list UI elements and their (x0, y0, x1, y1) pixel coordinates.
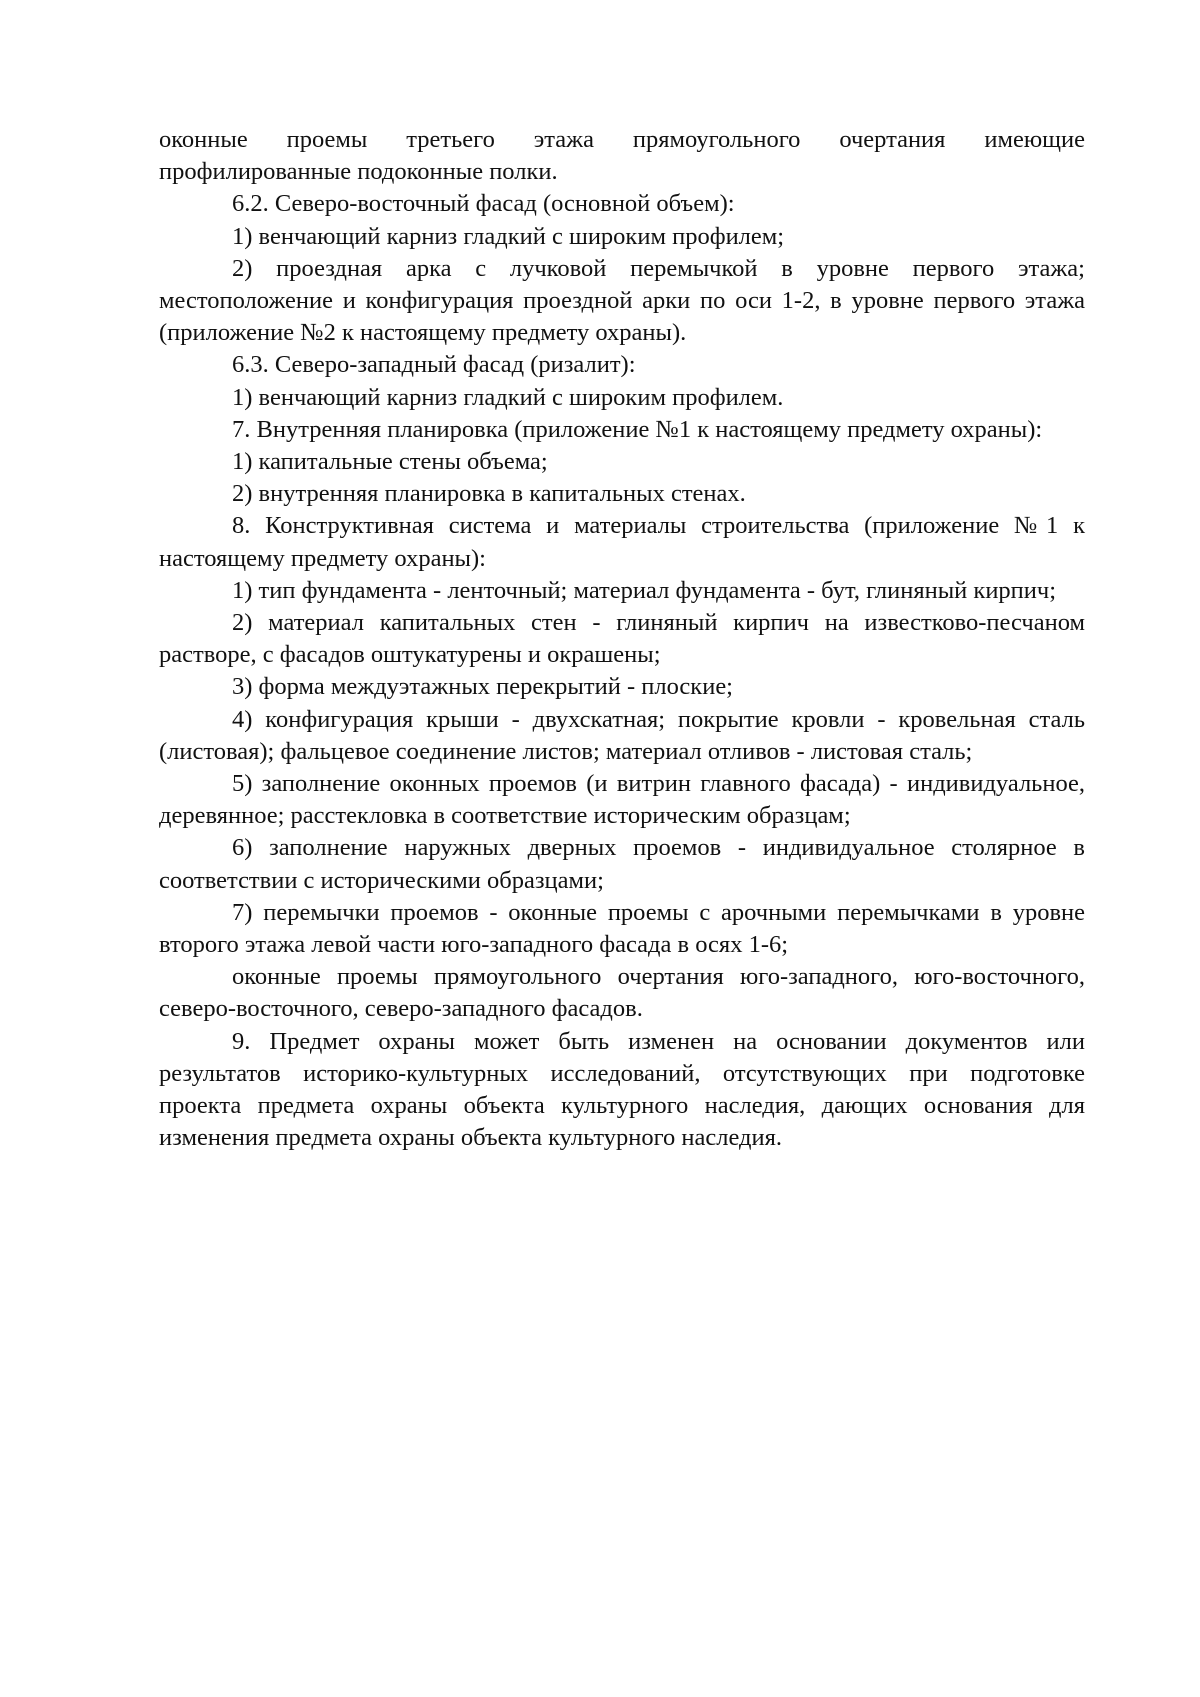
paragraph-7-item-2: 2) внутренняя планировка в капитальных стенах. (232, 480, 746, 508)
paragraph-8-item-2: 2) материал капитальных стен - глиняный кирпич на известково-песчаном растворе, с фасадов оштукатурены и окрашены; (159, 609, 1085, 669)
paragraph-6-2-heading: 6.2. Северо-восточный фасад (основной объем): (232, 190, 735, 218)
paragraph-8-item-5: 5) заполнение оконных проемов (и витрин главного фасада) - индивидуальное, деревянное; расстекловка в соответствие историческим образцам; (159, 770, 1085, 830)
paragraph-8-item-1: 1) тип фундамента - ленточный; материал фундамента - бут, глиняный кирпич; (232, 576, 1057, 604)
paragraph-6-2-item-2: 2) проездная арка с лучковой перемычкой в уровне первого этажа; местоположение и конфигурация проездной арки по оси 1-2, в уровне первого этажа (приложение №2 к настоящему предмету охраны). (159, 254, 1085, 347)
paragraph-8-heading: 8. Конструктивная система и материалы строительства (приложение №1 к настоящему предмету охраны): (159, 512, 1085, 572)
paragraph-8-item-7: 7) перемычки проемов - оконные проемы с арочными перемычками в уровне второго этажа левой части юго-западного фасада в осях 1-6; (159, 898, 1085, 959)
paragraph-8-item-7-continuation: оконные проемы прямоугольного очертания юго-западного, юго-восточного, северо-восточного, северо-западного фасадов. (159, 963, 1085, 1023)
paragraph-6-3-item-1: 1) венчающий карниз гладкий с широким профилем. (232, 383, 784, 411)
paragraph-continuation: оконные проемы третьего этажа прямоугольного очертания имеющие профилированные подоконные полки. (159, 126, 1085, 186)
paragraph-8-item-4: 4) конфигурация крыши - двухскатная; покрытие кровли - кровельная сталь (листовая); фальцевое соединение листов; материал отливов - листовая сталь; (159, 705, 1085, 765)
paragraph-7-item-1: 1) капитальные стены объема; (232, 448, 548, 476)
paragraph-6-2-item-1: 1) венчающий карниз гладкий с широким профилем; (232, 222, 785, 250)
paragraph-7-heading: 7. Внутренняя планировка (приложение №1 к настоящему предмету охраны): (232, 415, 1043, 443)
paragraph-6-3-heading: 6.3. Северо-западный фасад (ризалит): (232, 351, 636, 379)
paragraph-8-item-6: 6) заполнение наружных дверных проемов - индивидуальное столярное в соответствии с историческими образцами; (159, 834, 1085, 894)
document-body (159, 124, 1085, 1155)
paragraph-9: 9. Предмет охраны может быть изменен на основании документов или результатов историко-культурных исследований, отсутствующих при подготовке проекта предмета охраны объекта культурного наследия, дающих основания для изменения предмета охраны объекта культурного наследия. (159, 1027, 1085, 1152)
paragraph-8-item-3: 3) форма междуэтажных перекрытий - плоские; (232, 673, 733, 701)
